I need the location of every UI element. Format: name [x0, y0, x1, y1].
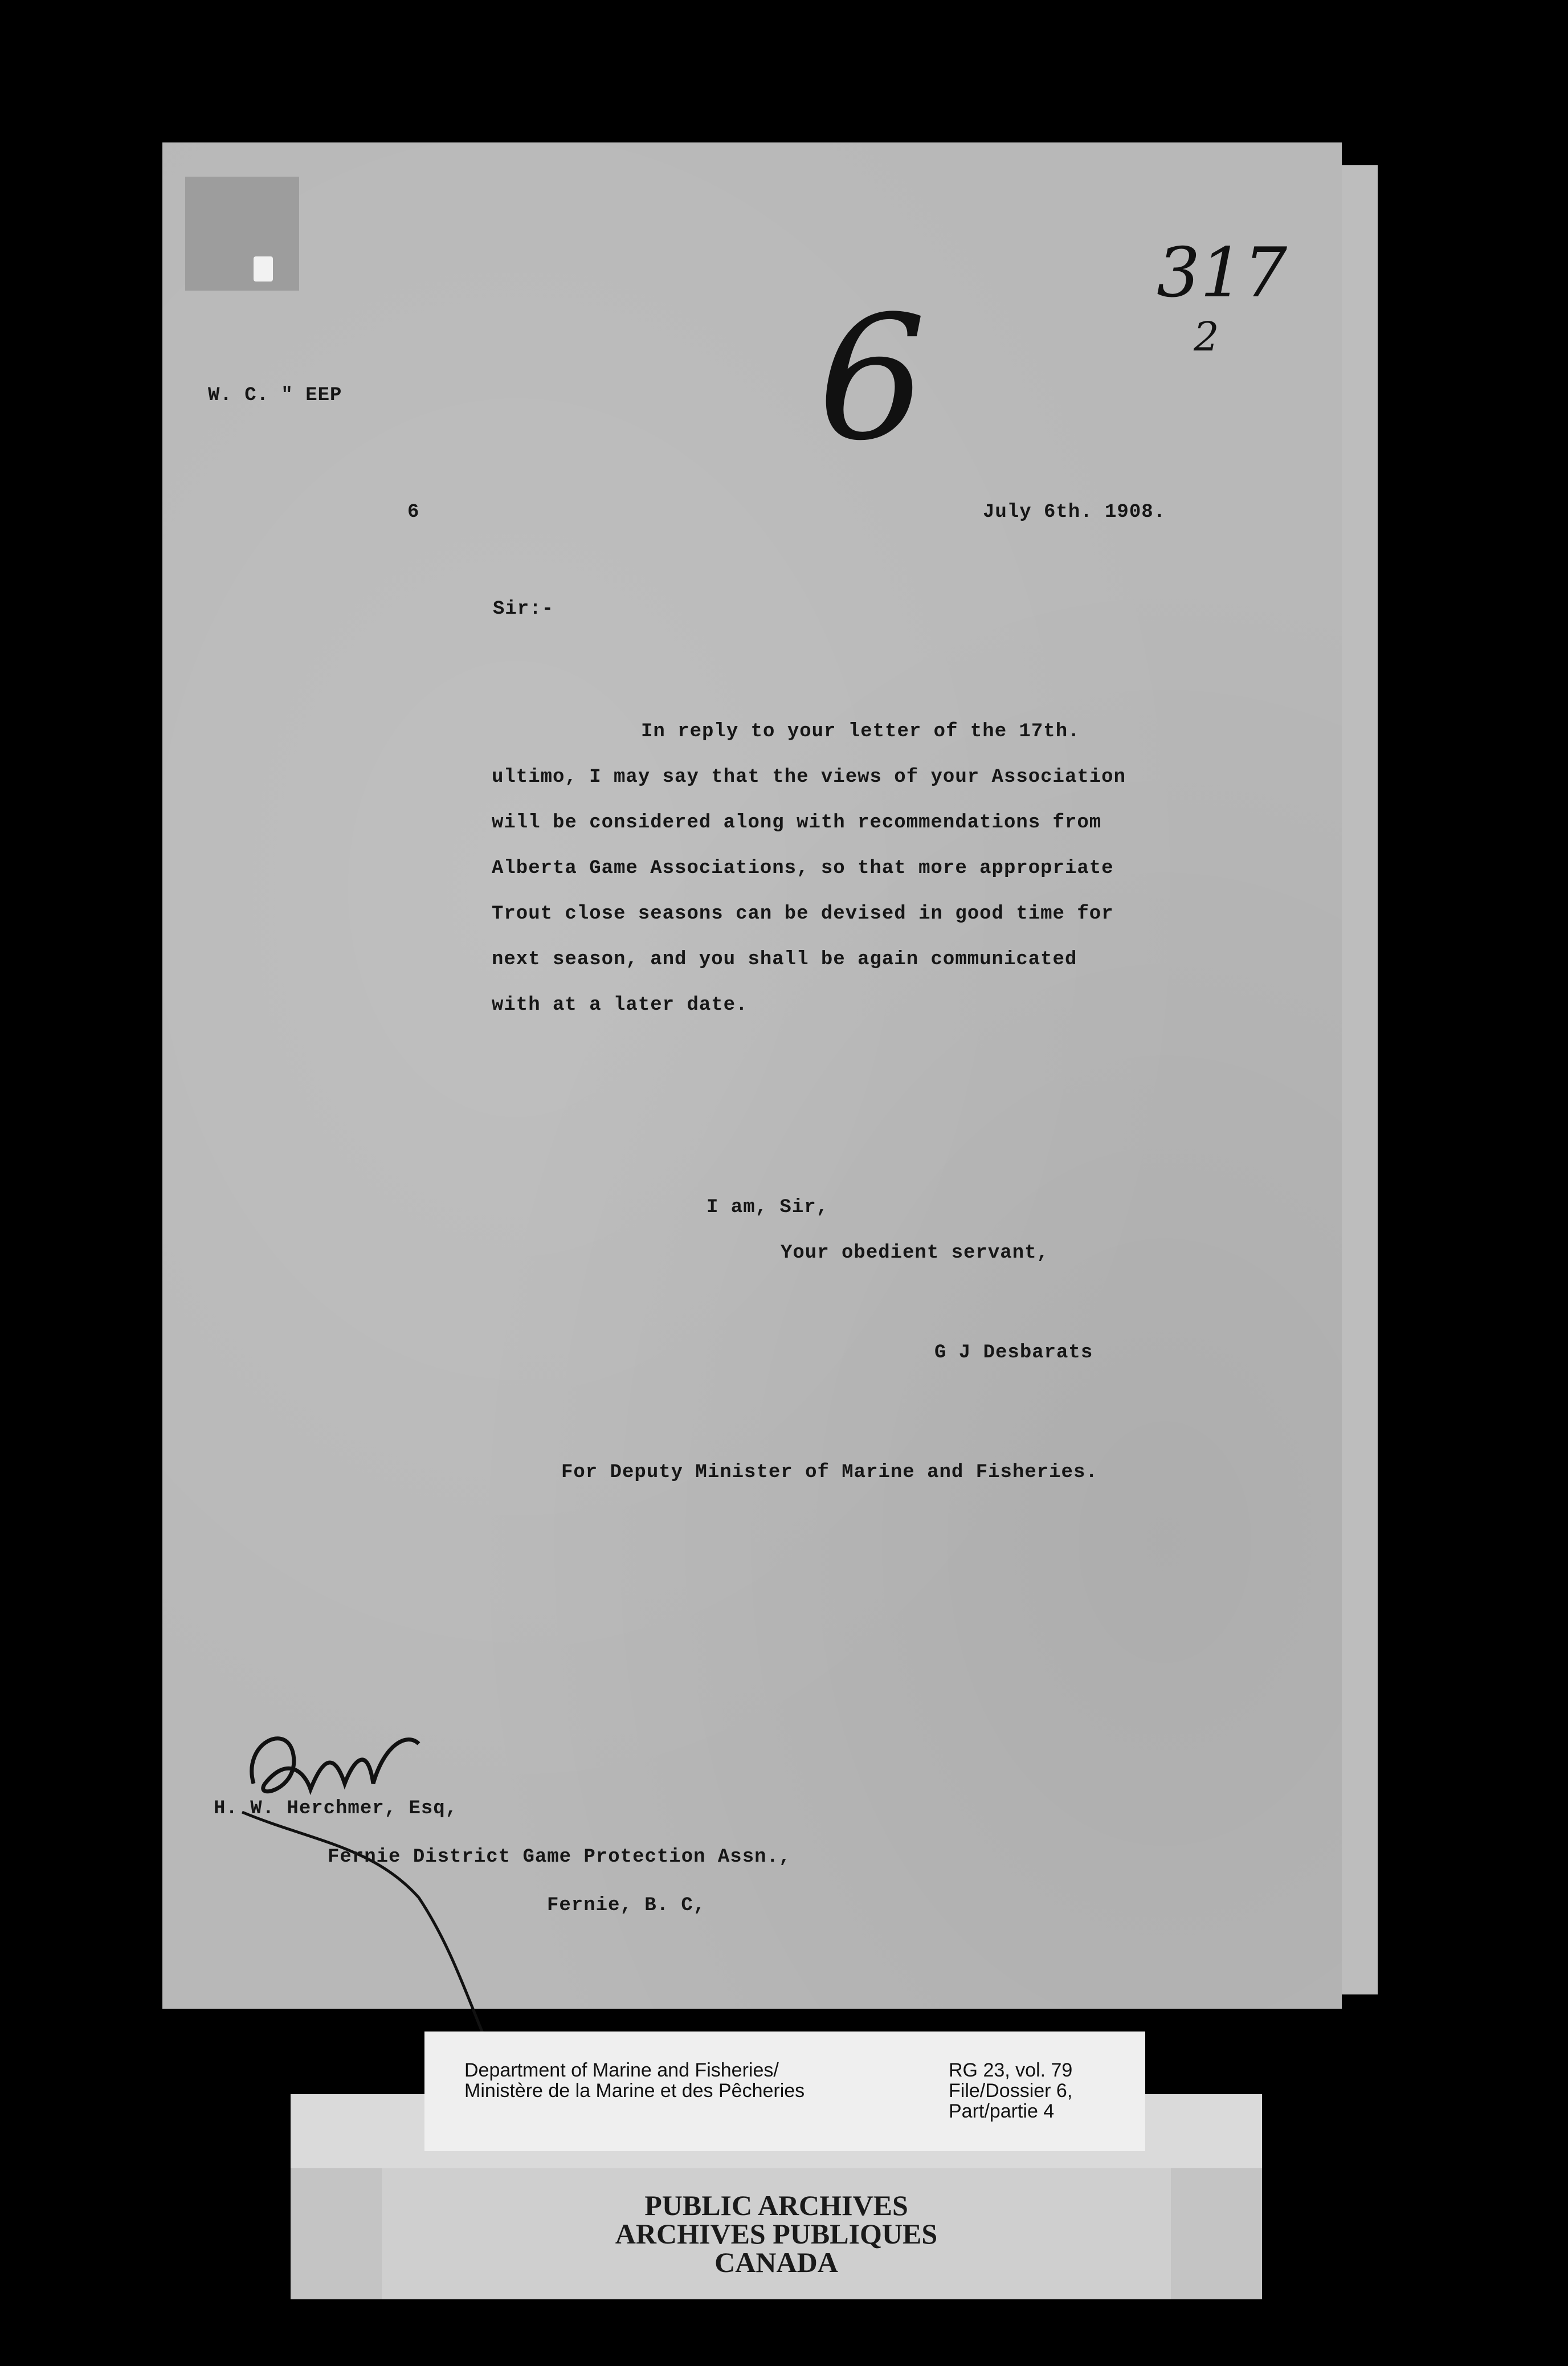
archives-line-2: ARCHIVES PUBLIQUES	[615, 2218, 938, 2250]
small-mark-annotation: 2	[1194, 313, 1219, 360]
letter-date: July 6th. 1908.	[983, 501, 1166, 523]
addressee-name: H. W. Herchmer, Esq,	[214, 1798, 458, 1820]
signature-title: For Deputy Minister of Marine and Fisheries.	[561, 1462, 1098, 1483]
body-line: In reply to your letter of the 17th.	[641, 721, 1080, 743]
staple-patch	[185, 177, 299, 291]
body-line: will be considered along with recommendations from	[492, 812, 1102, 834]
letter-page	[162, 142, 1342, 2009]
file-mark-annotation: 6	[818, 279, 926, 478]
salutation: Sir:-	[493, 598, 554, 620]
staple-icon	[254, 256, 273, 282]
archives-line-3: CANADA	[714, 2246, 838, 2278]
body-line: ultimo, I may say that the views of your Association	[492, 766, 1126, 788]
signature-name: G J Desbarats	[934, 1342, 1093, 1364]
closing-line-1: I am, Sir,	[707, 1197, 829, 1218]
addressee-organization: Fernie District Game Protection Assn.,	[328, 1846, 791, 1868]
file-dossier-ref: File/Dossier 6,	[949, 2080, 1073, 2102]
body-line: Trout close seasons can be devised in good time for	[492, 903, 1114, 925]
file-reference: W. C. " EEP	[208, 385, 342, 406]
file-number: 6	[407, 501, 420, 523]
closing-line-2: Your obedient servant,	[781, 1242, 1049, 1264]
body-line: next season, and you shall be again communicated	[492, 949, 1077, 970]
body-line: Alberta Game Associations, so that more appropriate	[492, 858, 1114, 879]
department-english: Department of Marine and Fisheries/	[464, 2059, 779, 2081]
addressee-location: Fernie, B. C,	[547, 1895, 706, 1916]
department-french: Ministère de la Marine et des Pêcheries	[464, 2080, 805, 2102]
page-number-annotation: 317	[1157, 234, 1288, 313]
record-group-ref: RG 23, vol. 79	[949, 2059, 1073, 2081]
part-ref: Part/partie 4	[949, 2100, 1055, 2122]
archives-line-1: PUBLIC ARCHIVES	[644, 2189, 908, 2221]
body-line: with at a later date.	[492, 994, 748, 1016]
reference-label	[424, 2032, 1145, 2151]
